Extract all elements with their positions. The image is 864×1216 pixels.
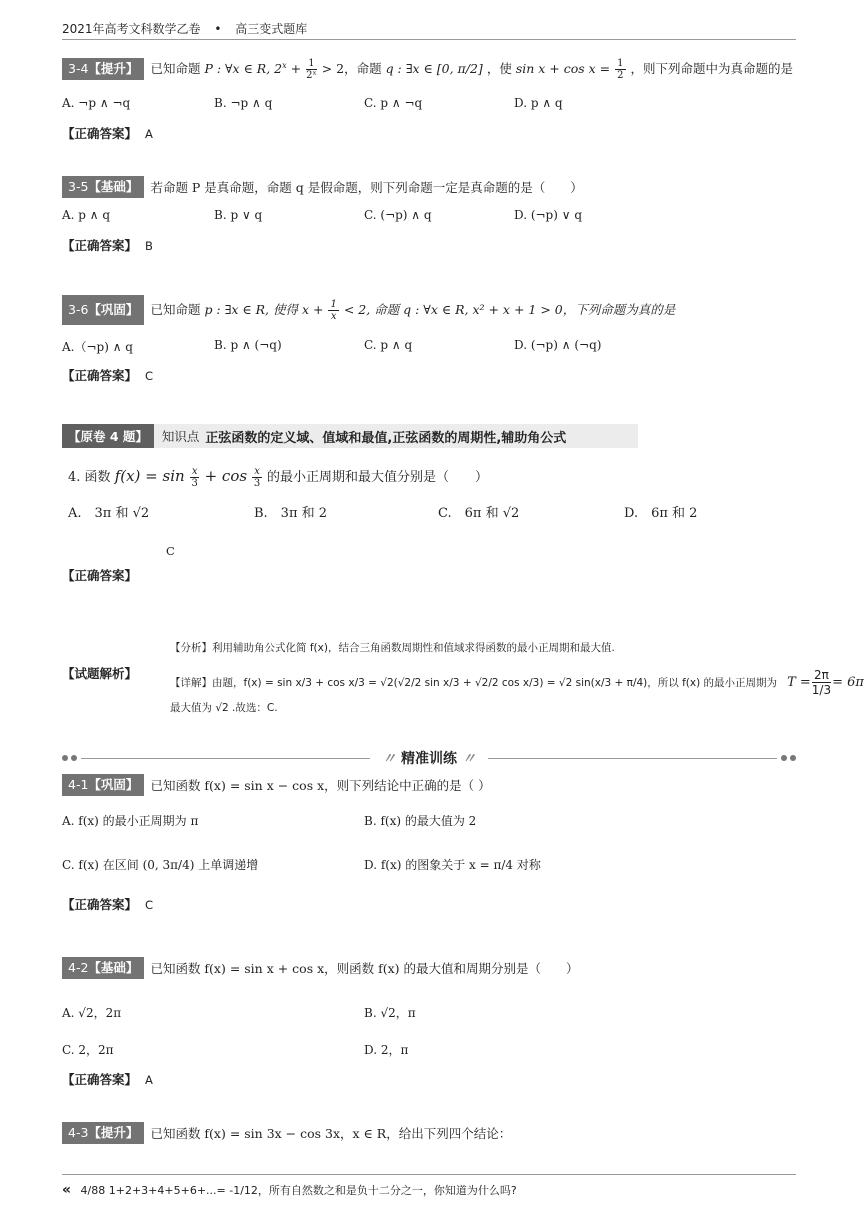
option-a: A.（¬p) ∧ q <box>62 340 133 354</box>
option-c: C. 2，2π <box>62 1043 114 1057</box>
option-c: C. 6π 和 √2 <box>438 506 520 521</box>
option-b: B. p ∨ q <box>214 208 263 222</box>
option-a: A. ¬p ∧ ¬q <box>62 96 131 110</box>
answer-value: C <box>166 544 175 558</box>
section-separator <box>62 751 796 765</box>
analysis-line-1: 【分析】利用辅助角公式化简 f(x)，结合三角函数周期性和值域求得函数的最小正周期和最大值. <box>170 642 615 654</box>
section-title: 〃 精准训练 〃 <box>382 751 476 767</box>
option-c: C. f(x) 在区间 (0, 3π/4) 上单调递增 <box>62 858 259 872</box>
page-header <box>62 20 307 37</box>
option-d: D. f(x) 的图象关于 x = π/4 对称 <box>364 858 541 872</box>
answer-row: 【正确答案】 C <box>62 897 154 912</box>
fraction: $\frac{2\pi}{1/3}$ <box>811 668 832 697</box>
question-4-1 <box>62 772 491 798</box>
option-a: A. 3π 和 √2 <box>68 506 150 521</box>
option-d: D. 6π 和 2 <box>624 506 698 521</box>
analysis-line-2: 【详解】由题，f(x) = sin x/3 + cos x/3 = √2(√2/2 sin x/3 + √2/2 cos x/3) = √2 sin(x/3 + π/4)，所以 f(x) 的最小正周期为 T = $\frac{2\pi}{1/3}$ = 6π <box>170 668 864 697</box>
footer-chevron-icon: « <box>62 1182 72 1198</box>
question-stem: 若命题 P 是真命题，命题 q 是假命题，则下列命题一定是真命题的是（ ） <box>150 180 583 195</box>
option-c: C. p ∧ q <box>364 338 413 352</box>
header-divider <box>62 39 796 40</box>
option-d: D. (¬p) ∧ (¬q) <box>514 338 602 352</box>
option-a: A. p ∧ q <box>62 208 111 222</box>
header-bullet: • <box>214 22 222 36</box>
answer-row: 【正确答案】 A <box>62 1072 153 1087</box>
question-3-4 <box>62 56 793 82</box>
question-3-5 <box>62 174 583 200</box>
original-tag: 【原卷 4 题】 <box>62 424 154 448</box>
separator-dot <box>62 755 68 761</box>
separator-line <box>488 758 777 759</box>
question-stem: 已知函数 f(x) = sin x + cos x，则函数 f(x) 的最大值和周期分别是（ ） <box>150 961 579 976</box>
separator-dot <box>790 755 796 761</box>
answer-row: 【正确答案】 B <box>62 238 153 253</box>
separator-dot <box>71 755 77 761</box>
option-b: B. ¬p ∧ q <box>214 96 273 110</box>
fraction: $\frac{1}{2}$ <box>617 57 624 81</box>
header-title: 2021年高考文科数学乙卷 <box>62 22 201 36</box>
question-stem: 已知函数 f(x) = sin x − cos x，则下列结论中正确的是（ ） <box>150 778 491 793</box>
analysis-label: 【试题解析】 <box>62 666 138 681</box>
original-question-bar <box>62 424 638 448</box>
fraction: $\frac{x}{3}$ <box>191 466 198 489</box>
question-stem: 已知命题 P : ∀x ∈ R, 2$^x$ + $\frac{1}{\text{2ˣ}}$ > 2，命题 q : ∃x ∈ [0, π/2] ，使 sin x + cos x = $\frac{1}{2}$ ，则下列命题中为真命题的是 <box>150 57 793 81</box>
page-footer <box>62 1182 517 1198</box>
header-subtitle: 高三变式题库 <box>235 22 308 36</box>
footer-divider <box>62 1174 796 1175</box>
question-tag: 3-6【巩固】 <box>62 295 144 325</box>
question-tag: 4-2【基础】 <box>62 957 144 979</box>
option-a: A. f(x) 的最小正周期为 π <box>62 814 199 828</box>
option-b: B. √2，π <box>364 1006 416 1020</box>
option-c: C. p ∧ ¬q <box>364 96 423 110</box>
option-b: B. p ∧ (¬q) <box>214 338 282 352</box>
answer-row: 【正确答案】 C <box>62 368 154 383</box>
option-d: D. (¬p) ∨ q <box>514 208 583 222</box>
answer-row: 【正确答案】 A <box>62 126 153 141</box>
question-tag: 3-4【提升】 <box>62 58 144 80</box>
answer-label: 【正确答案】 <box>62 568 138 583</box>
knowledge-point-value: 正弦函数的定义域、值域和最值,正弦函数的周期性,辅助角公式 <box>205 430 567 446</box>
knowledge-point-label: 知识点 <box>161 429 200 444</box>
separator-line <box>81 758 370 759</box>
separator-dot <box>781 755 787 761</box>
question-tag: 4-3【提升】 <box>62 1122 144 1144</box>
fraction: $\frac{1}{x}$ <box>330 298 337 322</box>
analysis-line-3: 最大值为 √2 .故选：C. <box>170 702 278 714</box>
option-b: B. f(x) 的最大值为 2 <box>364 814 477 828</box>
question-tag: 3-5【基础】 <box>62 176 144 198</box>
fraction: $\frac{x}{3}$ <box>253 466 261 489</box>
question-4-2 <box>62 955 579 981</box>
footer-text: 4/88 1+2+3+4+5+6+...= -1/12，所有自然数之和是负十二分之一，你知道为什么吗? <box>80 1184 517 1197</box>
question-tag: 4-1【巩固】 <box>62 774 144 796</box>
option-a: A. √2，2π <box>62 1006 122 1020</box>
question-stem: 已知函数 f(x) = sin 3x − cos 3x，x ∈ R，给出下列四个结论： <box>150 1126 512 1141</box>
question-stem: 已知命题 p : ∃x ∈ R, 使得 x + $\frac{1}{x}$ < 2, 命题 q : ∀x ∈ R, x² + x + 1 > 0，下列命题为真的是 <box>150 298 676 322</box>
option-d: D. p ∧ q <box>514 96 563 110</box>
fraction: $\frac{1}{\text{2ˣ}}$ <box>306 57 317 81</box>
option-d: D. 2，π <box>364 1043 409 1057</box>
question-4-3 <box>62 1120 511 1146</box>
original-question-stem: 4. 函数 f(x) = sin $\frac{x}{3}$ + cos $\frac{x}{3}$ 的最小正周期和最大值分别是（ ） <box>68 466 488 489</box>
question-3-6 <box>62 294 675 326</box>
option-c: C. (¬p) ∧ q <box>364 208 432 222</box>
option-b: B. 3π 和 2 <box>254 506 328 521</box>
